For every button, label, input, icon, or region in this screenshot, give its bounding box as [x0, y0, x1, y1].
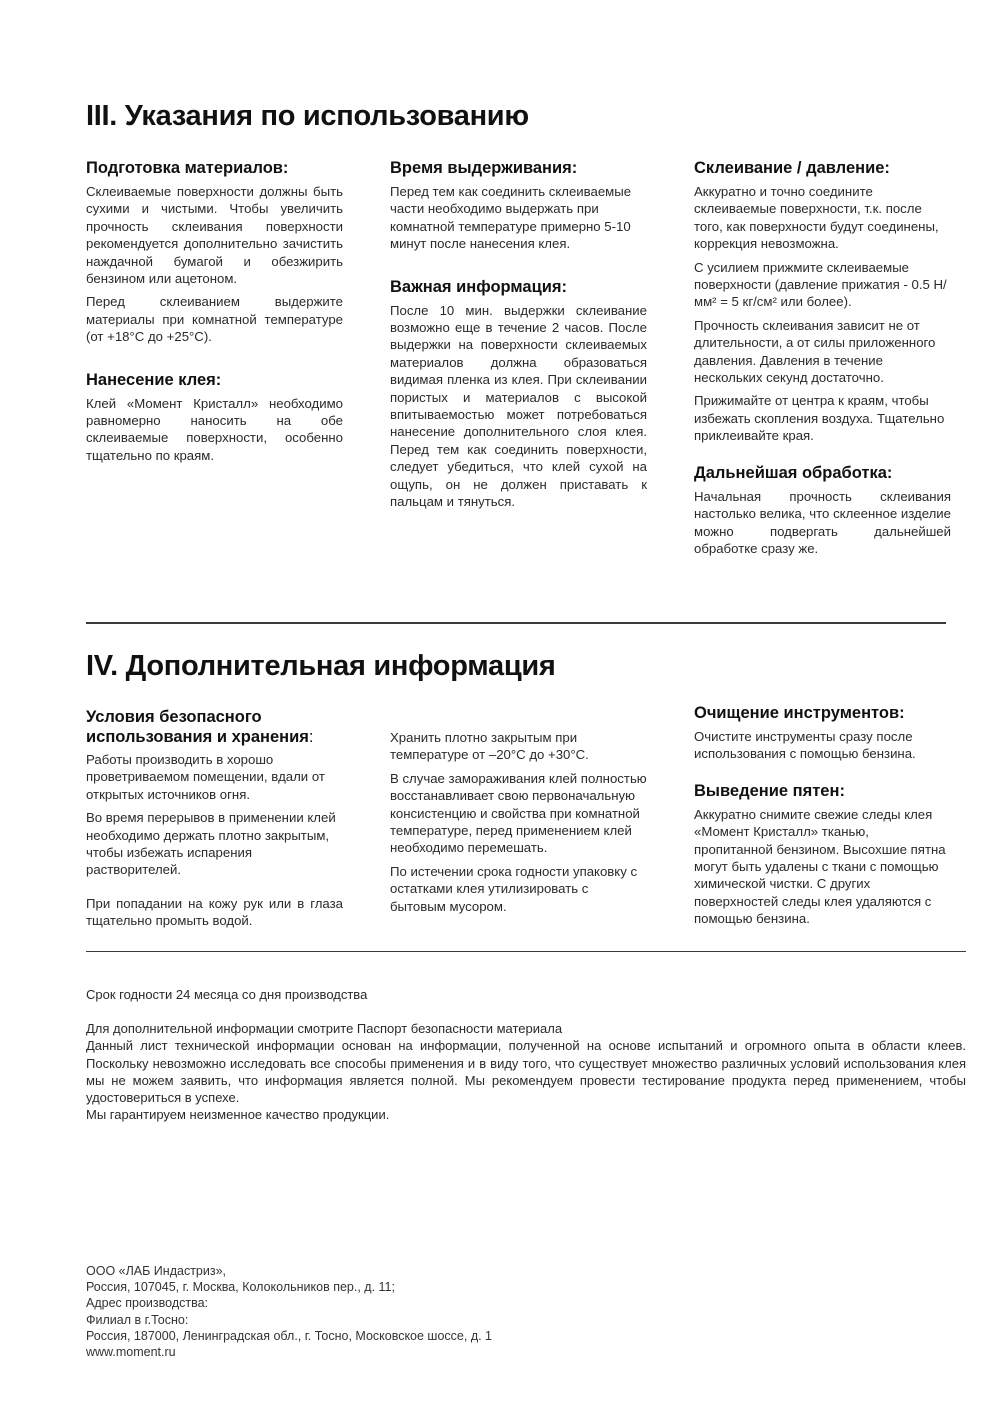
preparation-text-2: Перед склеиванием выдержите материалы при комнатной температуре (от +18°C до +25°C).: [86, 294, 343, 345]
safety-storage-heading-line-1: Условия безопасного: [86, 708, 262, 726]
further-processing-text: Начальная прочность склеивания настолько велика, что склеенное изделие можно подвергать дальнейшей обработке сразу же.: [694, 488, 951, 556]
important-info-text: После 10 мин. выдержки склеивание возможно еще в течение 2 часов. После выдержки на поверхности склеиваемых материалов должна образоваться видимая пленка из клея. При склеивании пористых и материалов с высокой впитываемостью может потребоваться нанесение дополнительного слоя клея. Перед тем как соединить поверхности, следует убедиться, что клей сухой на ощупь, он не должен приставать к пальцам и тянуться.: [390, 302, 647, 510]
bonding-pressure-text-4: Прижимайте от центра к краям, чтобы избежать скопления воздуха. Тщательно приклеивайте края.: [694, 393, 945, 444]
stain-removal-block: [694, 781, 951, 928]
disclaimer-text: Данный лист технической информации основан на информации, полученной на основе испытаний и огромного опыта в области клеев. Поскольку невозможно исследовать все способы применения и в виду того, что существует множество различных условий использования клея мы не можем заявить, что информация является полной. Мы рекомендуем провести тестирование продукта перед применением, чтобы удостовериться в успехе.: [86, 1038, 966, 1106]
safety-storage-heading-colon: :: [308, 728, 314, 746]
safety-text-1: Работы производить в хорошо проветриваемом помещении, вдали от открытых источников огня.: [86, 752, 325, 802]
stain-removal-text: Аккуратно снимите свежие следы клея «Момент Кристалл» тканью, пропитанной бензином. Высохшие пятна могут быть удалены с ткани с помощью химической чистки. С других поверхностей следы клея удаляются с помощью бензина.: [694, 806, 946, 927]
company-info: [86, 1263, 786, 1360]
storage-text-1: Хранить плотно закрытым при температуре от –20°C до +30°C.: [390, 730, 589, 763]
application-heading: Нанесение клея:: [86, 370, 222, 389]
bonding-pressure-heading: Склеивание / давление:: [694, 159, 890, 177]
holding-time-heading: Время выдерживания:: [390, 159, 578, 177]
branch-address: Россия, 187000, Ленинградская обл., г. Тосно, Московское шоссе, д. 1: [86, 1328, 493, 1343]
section-3-column-2: [390, 158, 647, 529]
footer-divider: [86, 951, 966, 952]
application-text: Клей «Момент Кристалл» необходимо равномерно наносить на обе склеиваемые поверхности, особенно тщательно по краям.: [86, 395, 343, 463]
important-info-heading: Важная информация:: [390, 277, 567, 296]
bonding-pressure-text-1: Аккуратно и точно соедините склеиваемые поверхности, т.к. после того, как поверхности будут соединены, коррекция невозможна.: [694, 184, 939, 252]
shelf-life-text: Срок годности 24 месяца со дня производства: [86, 987, 368, 1002]
bonding-pressure-text-2: С усилием прижмите склеиваемые поверхности (давление прижатия - 0.5 Н/мм² = 5 кг/см² или более).: [694, 259, 947, 310]
storage-text-2: В случае замораживания клей полностью восстанавливает свою первоначальную консистенцию и свойства при комнатной температуре, перед применением клей необходимо перемешать.: [390, 770, 647, 856]
tool-cleaning-block: [694, 703, 951, 763]
tool-cleaning-heading: Очищение инструментов:: [694, 704, 905, 722]
branch-label: Филиал в г.Тосно:: [86, 1312, 189, 1327]
application-block: [86, 370, 343, 465]
safety-storage-heading: [86, 707, 343, 747]
further-processing-block: [694, 463, 951, 558]
bonding-pressure-block: [694, 158, 951, 445]
safety-storage-heading-line-2: использования и хранения: [86, 728, 309, 746]
safety-text-3: При попадании на кожу рук или в глаза тщательно промыть водой.: [86, 895, 343, 929]
tool-cleaning-text: Очистите инструменты сразу после использования с помощью бензина.: [694, 729, 916, 762]
section-4-column-3: [694, 703, 951, 946]
section-4-column-1: [86, 707, 343, 936]
holding-time-block: [390, 158, 647, 253]
section-divider: [86, 622, 946, 624]
section-3-column-1: [86, 158, 343, 482]
company-address: Россия, 107045, г. Москва, Колокольников пер., д. 11;: [86, 1280, 395, 1295]
preparation-text-1: Склеиваемые поверхности должны быть сухими и чистыми. Чтобы увеличить прочность склеивания поверхности рекомендуется дополнительно зачистить наждачной бумагой и обезжирить бензином или ацетоном.: [86, 184, 343, 287]
section-4-title: IV. Дополнительная информация: [86, 650, 556, 682]
storage-text-3: По истечении срока годности упаковку с остатками клея утилизировать с бытовым мусором.: [390, 863, 638, 914]
further-processing-heading: Дальнейшая обработка:: [694, 463, 893, 482]
quality-guarantee: Мы гарантируем неизменное качество продукции.: [86, 1107, 390, 1123]
production-address-label: Адрес производства:: [86, 1296, 209, 1311]
preparation-heading: Подготовка материалов:: [86, 159, 289, 177]
important-info-block: [390, 277, 647, 511]
preparation-block: [86, 158, 343, 346]
website-link[interactable]: www.moment.ru: [86, 1345, 176, 1360]
stain-removal-heading: Выведение пятен:: [694, 781, 845, 800]
holding-time-text: Перед тем как соединить склеиваемые части необходимо выдержать при комнатной температуре примерно 5-10 минут после нанесения клея.: [390, 184, 632, 252]
safety-text-2: Во время перерывов в применении клей необходимо держать плотно закрытым, чтобы избежать испарения растворителей.: [86, 810, 336, 878]
bonding-pressure-text-3: Прочность склеивания зависит не от длительности, а от силы приложенного давления. Давления в течение нескольких секунд достаточно.: [694, 317, 936, 386]
company-name: ООО «ЛАБ Индастриз»,: [86, 1264, 227, 1278]
footer-notes: [86, 986, 966, 1123]
section-3-column-3: [694, 158, 951, 575]
section-4-column-2: [390, 729, 647, 921]
section-3-title: III. Указания по использованию: [86, 100, 529, 132]
msds-reference: Для дополнительной информации смотрите Паспорт безопасности материала: [86, 1021, 563, 1037]
